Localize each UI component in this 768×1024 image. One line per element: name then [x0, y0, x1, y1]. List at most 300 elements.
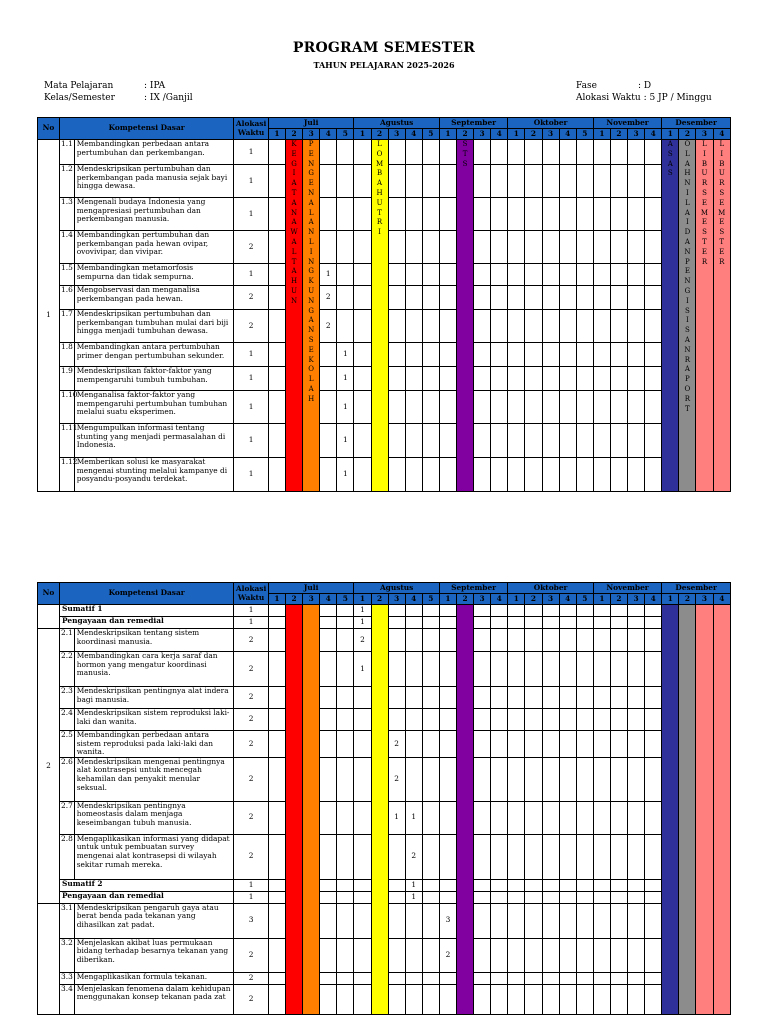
week-cell: [405, 709, 422, 731]
alokasi-value: 2: [234, 310, 269, 343]
week-cell: [645, 458, 662, 492]
week-cell: [628, 731, 645, 758]
week-cell: [474, 891, 491, 903]
col-kd-header: Kompetensi Dasar: [60, 583, 234, 605]
kd-number: 2.6: [60, 757, 75, 801]
week-header: 2: [610, 129, 627, 140]
week-cell: [559, 286, 576, 310]
kd-number: 1.2: [60, 165, 75, 198]
week-header: 2: [286, 594, 303, 605]
schedule-band-orange: P E N G E N A L A N L I N G K U N G A N S E K O L A H: [303, 140, 320, 492]
week-cell: [354, 458, 371, 492]
alokasi-value: 1: [234, 391, 269, 424]
week-cell: [474, 757, 491, 801]
week-cell: [559, 629, 576, 652]
week-cell: [405, 140, 422, 165]
week-cell: [645, 652, 662, 687]
week-cell: 2: [388, 757, 405, 801]
empty-no-cell: [38, 903, 60, 1014]
week-header: 4: [320, 129, 337, 140]
week-cell: [422, 198, 439, 231]
week-cell: [628, 391, 645, 424]
week-cell: [576, 231, 593, 264]
week-cell: [645, 972, 662, 984]
week-cell: [508, 286, 525, 310]
week-cell: [525, 972, 542, 984]
kd-number: 1.1: [60, 140, 75, 165]
week-cell: [628, 938, 645, 972]
week-cell: [422, 984, 439, 1014]
schedule-band-pink: [696, 605, 713, 1015]
week-cell: [610, 367, 627, 391]
week-cell: [628, 687, 645, 709]
week-header: 1: [354, 594, 371, 605]
week-cell: [474, 731, 491, 758]
kd-number: 2.7: [60, 801, 75, 834]
week-cell: [593, 757, 610, 801]
week-cell: [593, 709, 610, 731]
month-header: Oktober: [508, 583, 594, 594]
week-cell: [337, 605, 354, 617]
alokasi-header-line1: Alokasi: [235, 583, 267, 593]
week-cell: [439, 198, 456, 231]
week-cell: [542, 286, 559, 310]
week-cell: [610, 140, 627, 165]
alokasi-value: : 5 JP / Minggu: [643, 93, 712, 103]
week-cell: [268, 343, 285, 367]
week-cell: [576, 458, 593, 492]
week-cell: [491, 903, 508, 938]
week-cell: [542, 757, 559, 801]
alokasi-value: 1: [234, 879, 269, 891]
week-cell: [405, 391, 422, 424]
week-cell: [576, 891, 593, 903]
week-cell: [628, 198, 645, 231]
week-cell: [491, 140, 508, 165]
week-cell: [525, 834, 542, 879]
week-cell: [576, 879, 593, 891]
week-header: 1: [508, 594, 525, 605]
week-cell: [610, 198, 627, 231]
week-header: 4: [405, 594, 422, 605]
week-cell: [320, 629, 337, 652]
week-cell: [422, 879, 439, 891]
week-cell: [628, 879, 645, 891]
week-cell: [559, 891, 576, 903]
week-header: 4: [405, 129, 422, 140]
week-cell: [422, 458, 439, 492]
kd-text: Mendeskripsikan faktor-faktor yang mempengaruhi tumbuh tumbuhan.: [74, 367, 234, 391]
week-header: 3: [474, 594, 491, 605]
week-cell: [268, 731, 285, 758]
kd-number: 1.4: [60, 231, 75, 264]
week-cell: [628, 984, 645, 1014]
week-cell: [645, 140, 662, 165]
week-cell: [525, 687, 542, 709]
week-cell: [491, 343, 508, 367]
kd-text: Membandingkan pertumbuhan dan perkembangan pada hewan ovipar, ovovivipar, dan vivipar.: [74, 231, 234, 264]
week-cell: [268, 687, 285, 709]
week-cell: [405, 984, 422, 1014]
week-cell: [508, 165, 525, 198]
kd-number: 2.3: [60, 687, 75, 709]
week-cell: [559, 264, 576, 286]
week-cell: [388, 652, 405, 687]
week-cell: [645, 687, 662, 709]
week-cell: [542, 617, 559, 629]
week-cell: [610, 458, 627, 492]
kd-text: Mendeskripsikan pengaruh gaya atau berat benda pada tekanan yang dihasilkan zat padat.: [74, 903, 234, 938]
week-cell: 1: [405, 879, 422, 891]
week-cell: [474, 343, 491, 367]
kd-number: 2.2: [60, 652, 75, 687]
week-cell: [422, 731, 439, 758]
week-cell: [354, 367, 371, 391]
week-cell: [610, 617, 627, 629]
week-cell: [576, 972, 593, 984]
week-cell: [628, 343, 645, 367]
week-cell: [610, 972, 627, 984]
kd-text: Mendeskripsikan pertumbuhan dan perkembangan tumbuhan mulai dari biji hingga menjadi tumbuhan dewasa.: [74, 310, 234, 343]
week-cell: [320, 391, 337, 424]
week-cell: [593, 903, 610, 938]
week-cell: [559, 938, 576, 972]
week-cell: [542, 972, 559, 984]
alokasi-value: 2: [234, 834, 269, 879]
month-header: Oktober: [508, 118, 594, 129]
week-cell: [439, 424, 456, 458]
week-cell: [439, 458, 456, 492]
week-cell: [508, 879, 525, 891]
week-cell: [645, 605, 662, 617]
week-cell: [405, 938, 422, 972]
week-cell: 1: [337, 343, 354, 367]
week-header: 2: [286, 129, 303, 140]
week-cell: [422, 391, 439, 424]
week-cell: [268, 984, 285, 1014]
week-cell: [337, 984, 354, 1014]
week-cell: [474, 140, 491, 165]
week-header: 1: [662, 594, 679, 605]
week-cell: [576, 903, 593, 938]
week-cell: [508, 310, 525, 343]
week-cell: [422, 424, 439, 458]
section-number: 2: [38, 629, 60, 904]
week-cell: [422, 891, 439, 903]
week-cell: [439, 879, 456, 891]
week-cell: [320, 617, 337, 629]
week-cell: [474, 801, 491, 834]
week-cell: [405, 458, 422, 492]
week-cell: [559, 343, 576, 367]
week-cell: [439, 801, 456, 834]
schedule-band-navy: A S A S: [662, 140, 679, 492]
week-cell: [268, 617, 285, 629]
week-header: 2: [371, 129, 388, 140]
alokasi-value: 2: [234, 629, 269, 652]
schedule-band-red: [286, 605, 303, 1015]
week-cell: [439, 757, 456, 801]
week-cell: [268, 231, 285, 264]
week-cell: [337, 879, 354, 891]
week-cell: [645, 834, 662, 879]
week-cell: [610, 629, 627, 652]
col-alokasi-header: [234, 118, 269, 140]
week-cell: [439, 617, 456, 629]
alokasi-value: 2: [234, 938, 269, 972]
week-cell: [645, 757, 662, 801]
kd-number: 3.1: [60, 903, 75, 938]
kelas-value: : IX /Ganjil: [144, 93, 193, 103]
week-header: 1: [439, 594, 456, 605]
kd-text: Pengayaan dan remedial: [60, 617, 234, 629]
schedule-band-gray: [679, 605, 696, 1015]
week-header: 1: [593, 129, 610, 140]
week-cell: [474, 264, 491, 286]
week-header: 4: [713, 129, 730, 140]
kd-text: Membandingkan cara kerja saraf dan hormon yang mengatur koordinasi manusia.: [74, 652, 234, 687]
week-cell: [337, 264, 354, 286]
week-cell: [610, 757, 627, 801]
kd-text: Pengayaan dan remedial: [60, 891, 234, 903]
week-cell: [508, 972, 525, 984]
week-cell: [320, 709, 337, 731]
week-cell: [559, 198, 576, 231]
col-no-header: No: [38, 118, 60, 140]
week-cell: [337, 709, 354, 731]
week-cell: [559, 391, 576, 424]
week-cell: [508, 198, 525, 231]
week-cell: [508, 801, 525, 834]
week-cell: [491, 367, 508, 391]
week-cell: [508, 834, 525, 879]
week-header: 2: [679, 129, 696, 140]
alokasi-value: 1: [234, 617, 269, 629]
week-cell: [525, 879, 542, 891]
week-cell: [474, 629, 491, 652]
week-cell: [422, 264, 439, 286]
week-cell: [491, 891, 508, 903]
alokasi-value: 1: [234, 891, 269, 903]
week-cell: [593, 938, 610, 972]
week-cell: [337, 731, 354, 758]
col-no-header: No: [38, 583, 60, 605]
week-cell: [559, 984, 576, 1014]
kd-text: Sumatif 1: [60, 605, 234, 617]
week-cell: [354, 165, 371, 198]
kelas-label: Kelas/Semester: [44, 93, 115, 103]
week-cell: [320, 834, 337, 879]
alokasi-value: 2: [234, 286, 269, 310]
kd-number: 1.6: [60, 286, 75, 310]
week-cell: [593, 891, 610, 903]
section-number: 1: [38, 140, 60, 492]
schedule-band-purple: [456, 605, 473, 1015]
week-header: 4: [491, 129, 508, 140]
week-cell: [559, 801, 576, 834]
week-cell: [628, 757, 645, 801]
schedule-band-pink: L I B U R S E M E S T E R: [696, 140, 713, 492]
week-cell: [268, 605, 285, 617]
week-cell: [645, 286, 662, 310]
week-cell: [593, 834, 610, 879]
week-cell: [320, 984, 337, 1014]
alokasi-value: 2: [234, 731, 269, 758]
week-cell: [576, 198, 593, 231]
week-cell: [491, 605, 508, 617]
week-cell: [559, 424, 576, 458]
page-subtitle: TAHUN PELAJARAN 2025-2026: [313, 60, 455, 70]
alokasi-header-line1: Alokasi: [235, 118, 267, 128]
week-cell: [337, 652, 354, 687]
week-cell: [388, 605, 405, 617]
week-header: 1: [593, 594, 610, 605]
week-cell: [628, 605, 645, 617]
week-cell: 1: [320, 264, 337, 286]
week-cell: [542, 891, 559, 903]
week-cell: [422, 687, 439, 709]
kd-text: Mengaplikasikan formula tekanan.: [74, 972, 234, 984]
week-cell: [354, 731, 371, 758]
week-cell: [610, 424, 627, 458]
program-semester-table-1: [37, 117, 731, 492]
week-cell: [439, 984, 456, 1014]
week-cell: [593, 617, 610, 629]
week-cell: [388, 834, 405, 879]
week-cell: [354, 757, 371, 801]
week-cell: [422, 652, 439, 687]
week-cell: [645, 617, 662, 629]
week-cell: [593, 231, 610, 264]
week-cell: [268, 903, 285, 938]
kd-text: Mendeskripsikan pertumbuhan dan perkembangan pada manusia sejak bayi hingga dewasa.: [74, 165, 234, 198]
week-cell: [422, 834, 439, 879]
week-cell: [354, 264, 371, 286]
week-cell: [542, 938, 559, 972]
week-cell: [405, 687, 422, 709]
kd-text: Mendeskripsikan pentingnya homeostasis dalam menjaga keseimbangan tubuh manusia.: [74, 801, 234, 834]
month-header: September: [439, 118, 507, 129]
week-cell: [388, 891, 405, 903]
week-cell: [422, 757, 439, 801]
week-cell: [474, 984, 491, 1014]
kd-number: 1.11: [60, 424, 75, 458]
week-cell: [559, 310, 576, 343]
week-cell: [593, 687, 610, 709]
week-cell: [268, 367, 285, 391]
week-cell: [645, 709, 662, 731]
kd-text: Mengenali budaya Indonesia yang mengapresiasi pertumbuhan dan perkembangan manusia.: [74, 198, 234, 231]
week-cell: [525, 605, 542, 617]
week-cell: [559, 687, 576, 709]
week-cell: [559, 903, 576, 938]
week-cell: [645, 801, 662, 834]
week-cell: [354, 879, 371, 891]
week-cell: [576, 286, 593, 310]
week-cell: [439, 165, 456, 198]
empty-no-cell: [38, 605, 60, 629]
week-cell: [508, 938, 525, 972]
week-cell: [439, 605, 456, 617]
week-cell: [576, 617, 593, 629]
col-alokasi-header: [234, 583, 269, 605]
week-cell: [388, 343, 405, 367]
week-cell: [576, 165, 593, 198]
week-cell: [559, 458, 576, 492]
week-cell: 1: [354, 617, 371, 629]
week-cell: [593, 629, 610, 652]
week-cell: [593, 310, 610, 343]
week-cell: [422, 286, 439, 310]
week-cell: [525, 617, 542, 629]
week-cell: [388, 879, 405, 891]
week-cell: [474, 231, 491, 264]
week-cell: [576, 367, 593, 391]
week-cell: [337, 903, 354, 938]
week-cell: [559, 972, 576, 984]
week-cell: [439, 286, 456, 310]
week-cell: [508, 709, 525, 731]
week-cell: [405, 605, 422, 617]
week-cell: [388, 458, 405, 492]
week-cell: [388, 286, 405, 310]
week-cell: [268, 757, 285, 801]
week-cell: [593, 286, 610, 310]
month-header: November: [593, 118, 661, 129]
week-cell: [508, 605, 525, 617]
week-cell: [439, 972, 456, 984]
week-cell: [542, 801, 559, 834]
week-cell: [576, 757, 593, 801]
week-cell: [422, 165, 439, 198]
week-cell: [320, 891, 337, 903]
month-header: Agustus: [354, 583, 439, 594]
week-cell: [525, 367, 542, 391]
week-cell: [593, 264, 610, 286]
week-cell: [439, 652, 456, 687]
week-cell: [439, 367, 456, 391]
week-cell: [542, 391, 559, 424]
week-cell: [559, 140, 576, 165]
alokasi-value: 2: [234, 687, 269, 709]
week-cell: [593, 391, 610, 424]
week-header: 1: [354, 129, 371, 140]
week-cell: [337, 757, 354, 801]
week-cell: [388, 264, 405, 286]
week-header: 4: [491, 594, 508, 605]
week-header: 4: [713, 594, 730, 605]
week-cell: [559, 367, 576, 391]
kd-number: 3.2: [60, 938, 75, 972]
week-cell: [525, 652, 542, 687]
week-cell: [422, 140, 439, 165]
week-cell: [576, 140, 593, 165]
week-cell: [320, 424, 337, 458]
month-header: Desember: [662, 583, 731, 594]
week-cell: [628, 286, 645, 310]
week-cell: [525, 165, 542, 198]
week-cell: [491, 629, 508, 652]
week-cell: [628, 310, 645, 343]
week-cell: [491, 801, 508, 834]
week-cell: [422, 343, 439, 367]
week-cell: 2: [439, 938, 456, 972]
week-cell: [388, 687, 405, 709]
week-cell: [491, 757, 508, 801]
week-cell: [491, 709, 508, 731]
week-header: 2: [679, 594, 696, 605]
kd-text: Membandingkan antara pertumbuhan primer dengan pertumbuhan sekunder.: [74, 343, 234, 367]
